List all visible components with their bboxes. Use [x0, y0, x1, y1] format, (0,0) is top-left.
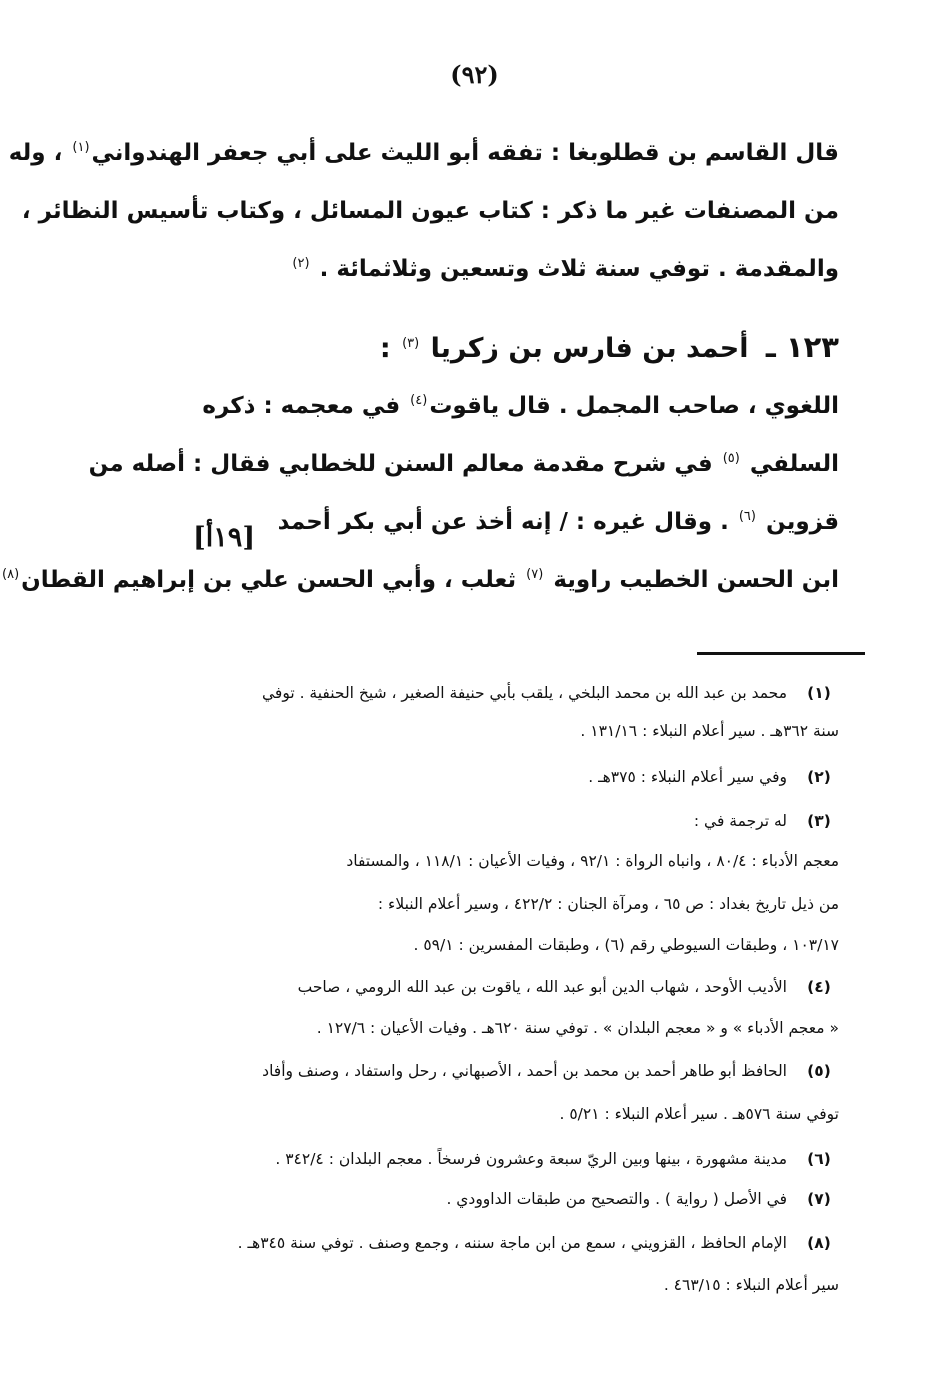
footnote-ref-6: (٦): [738, 509, 756, 525]
entry-number: ١٢٣ ـ: [765, 330, 839, 364]
footnote-line: سير أعلام النبلاء : ٤٦٣/١٥ .: [663, 1276, 839, 1294]
footnote-ref-3: (٣): [402, 336, 420, 351]
entry-name: أحمد بن فارس بن زكريا: [430, 333, 749, 364]
intro-line-1: [9, 140, 839, 166]
footnote-line: توفي سنة ٥٧٦هـ . سير أعلام النبلاء : ٥/٢١ .: [559, 1105, 839, 1123]
entry-line-1: [202, 393, 839, 419]
page-number: (٩٢): [450, 60, 499, 89]
footnote-line: الأديب الأوحد ، شهاب الدين أبو عبد الله ، ياقوت بن عبد الله الرومي ، صاحب: [297, 978, 787, 996]
manuscript-folio-marker: [١٩أ]: [193, 522, 256, 553]
entry-line-4-b: ثعلب ، وأبي الحسن علي بن إبراهيم القطان: [21, 567, 517, 593]
footnote-number: (١): [807, 684, 831, 702]
footnote-number: (٢): [807, 768, 831, 786]
entry-line-3-a: قزوين: [766, 509, 839, 535]
intro-line-1-text: قال القاسم بن قطلوبغا : تفقه أبو الليث على أبي جعفر الهندواني: [91, 140, 839, 166]
intro-line-2: من المصنفات غير ما ذكر : كتاب عيون المسائل ، وكتاب تأسيس النظائر ،: [21, 198, 839, 224]
footnote-line: مدينة مشهورة ، بينها وبين الريّ سبعة وعشرون فرسخاً . معجم البلدان : ٣٤٢/٤ .: [275, 1150, 787, 1168]
footnote-ref-5: (٥): [722, 451, 740, 467]
intro-line-1-tail: ، وله: [8, 140, 63, 166]
entry-line-3: [278, 509, 839, 535]
footnote-line: سنة ٣٦٢هـ . سير أعلام النبلاء : ١٣١/١٦ .: [580, 722, 839, 740]
footnote-line: ١٠٣/١٧ ، وطبقات السيوطي رقم (٦) ، وطبقات المفسرين : ٥٩/١ .: [413, 936, 839, 954]
footnote-line: « معجم الأدباء » و « معجم البلدان » . توفي سنة ٦٢٠هـ . وفيات الأعيان : ١٢٧/٦ .: [316, 1019, 839, 1037]
entry-line-4-a: ابن الحسن الخطيب راوية: [553, 567, 839, 593]
intro-line-3-text: والمقدمة . توفي سنة ثلاث وتسعين وثلاثمائة .: [319, 256, 839, 282]
footnote-number: (٤): [807, 978, 831, 996]
footnote-ref-7: (٧): [526, 567, 544, 583]
footnote-number: (٦): [807, 1150, 831, 1168]
footnote-line: له ترجمة في :: [693, 812, 787, 830]
footnote-ref-2: (٢): [292, 256, 310, 272]
footnote-number: (٧): [807, 1190, 831, 1208]
footnote-ref-1: (١): [72, 140, 90, 156]
entry-heading-colon: :: [379, 333, 391, 364]
footnote-line: معجم الأدباء : ٨٠/٤ ، وانباه الرواة : ٩٢/١ ، وفيات الأعيان : ١١٨/١ ، والمستفاد: [346, 852, 839, 870]
footnote-line: في الأصل ( رواية ) . والتصحيح من طبقات الداوودي .: [446, 1190, 787, 1208]
footnote-ref-8: (٨): [2, 567, 20, 583]
footnote-line: وفي سير أعلام النبلاء : ٣٧٥هـ .: [588, 768, 787, 786]
entry-line-1-a: اللغوي ، صاحب المجمل . قال ياقوت: [429, 393, 839, 419]
entry-line-2-a: السلفي: [749, 451, 839, 477]
footnote-number: (٨): [807, 1234, 831, 1252]
entry-line-4: [0, 567, 839, 593]
footnote-ref-4: (٤): [410, 393, 428, 409]
entry-line-3-b: . وقال غيره : / إنه أخذ عن أبي بكر أحمد: [277, 509, 729, 535]
entry-line-2-b: في شرح مقدمة معالم السنن للخطابي فقال : أصله من: [88, 451, 713, 477]
entry-line-1-b: في معجمه : ذكره: [202, 393, 401, 419]
footnote-number: (٣): [807, 812, 831, 830]
entry-heading: [380, 330, 839, 364]
footnote-number: (٥): [807, 1062, 831, 1080]
footnote-line: من ذيل تاريخ بغداد : ص ٦٥ ، ومرآة الجنان : ٤٢٢/٢ ، وسير أعلام النبلاء :: [377, 895, 839, 913]
entry-line-2: [89, 451, 839, 477]
intro-line-3: [290, 256, 839, 282]
footnote-line: الإمام الحافظ ، القزويني ، سمع من ابن ماجة سننه ، وجمع وصنف . توفي سنة ٣٤٥هـ .: [237, 1234, 787, 1252]
footnote-line: محمد بن عبد الله بن محمد البلخي ، يلقب بأبي حنيفة الصغير ، شيخ الحنفية . توفي: [262, 684, 787, 702]
footnote-line: الحافظ أبو طاهر أحمد بن محمد بن أحمد ، الأصبهاني ، رحل واستفاد ، وصنف وأفاد: [262, 1062, 787, 1080]
footnote-separator: [697, 652, 865, 655]
